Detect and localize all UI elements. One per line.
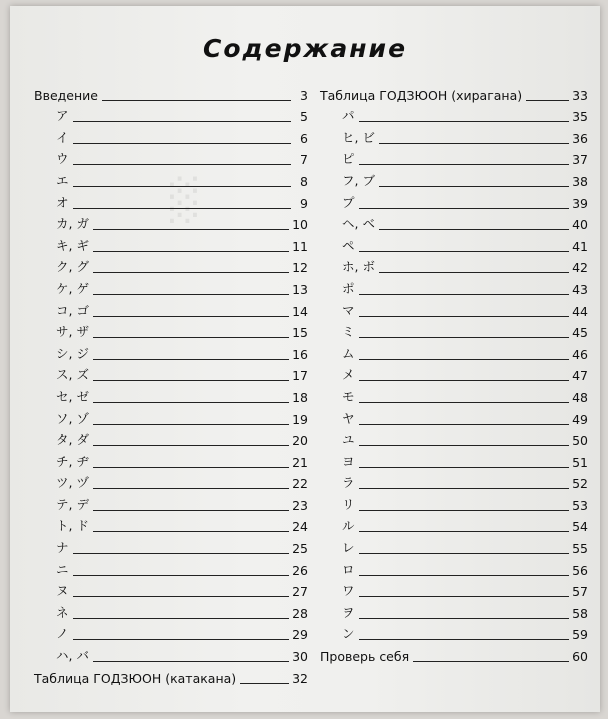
- toc-leader-line: [93, 380, 289, 381]
- toc-entry-label: Таблица ГОДЗЮОН (катакана): [34, 670, 237, 686]
- toc-entry-label: オ: [56, 194, 69, 210]
- toc-entry[interactable]: [320, 535, 588, 557]
- toc-leader-line: [73, 618, 290, 619]
- toc-entry-page-number: 20: [292, 433, 308, 449]
- toc-leader-line: [359, 531, 570, 532]
- toc-leader-line: [240, 683, 289, 684]
- toc-entry[interactable]: [320, 82, 588, 104]
- toc-leader-line: [359, 575, 570, 576]
- toc-entry-label: サ, ザ: [56, 324, 89, 340]
- toc-leader-line: [93, 445, 289, 446]
- toc-leader-line: [73, 121, 291, 122]
- toc-entry-page-number: 33: [572, 87, 588, 103]
- toc-entry-page-number: 38: [572, 173, 588, 189]
- toc-entry[interactable]: [34, 579, 308, 601]
- toc-leader-line: [73, 639, 290, 640]
- toc-leader-line: [73, 553, 290, 554]
- toc-leader-line: [359, 639, 570, 640]
- toc-leader-line: [379, 272, 569, 273]
- toc-entry[interactable]: [320, 190, 588, 212]
- toc-entry[interactable]: [34, 233, 308, 255]
- toc-entry-label: ケ, ゲ: [56, 280, 89, 296]
- toc-entry-page-number: 40: [572, 217, 588, 233]
- toc-entry-page-number: 36: [572, 130, 588, 146]
- toc-leader-line: [359, 553, 570, 554]
- toc-leader-line: [73, 596, 290, 597]
- toc-entry-label: ユ: [342, 432, 355, 448]
- toc-entry-page-number: 41: [572, 238, 588, 254]
- toc-entry-label: イ: [56, 129, 69, 145]
- toc-entry-label: ペ: [342, 237, 355, 253]
- toc-leader-line: [359, 164, 570, 165]
- toc-leader-line: [359, 359, 570, 360]
- toc-leader-line: [359, 488, 570, 489]
- toc-entry-label: ク, グ: [56, 259, 89, 275]
- toc-entry-label: ラ: [342, 475, 355, 491]
- toc-entry[interactable]: [320, 428, 588, 450]
- toc-entry[interactable]: [320, 233, 588, 255]
- toc-entry-label: ヒ, ビ: [342, 129, 375, 145]
- toc-entry-page-number: 14: [292, 303, 308, 319]
- toc-leader-line: [93, 402, 289, 403]
- book-page: [10, 6, 600, 712]
- toc-leader-line: [359, 510, 570, 511]
- toc-leader-line: [93, 467, 289, 468]
- toc-leader-line: [359, 424, 570, 425]
- toc-entry-page-number: 8: [300, 173, 308, 189]
- toc-entry-label: ネ: [56, 604, 69, 620]
- toc-entry-label: ホ, ボ: [342, 259, 375, 275]
- toc-entry[interactable]: [320, 492, 588, 514]
- toc-leader-line: [359, 445, 570, 446]
- toc-leader-line: [359, 618, 570, 619]
- toc-entry[interactable]: [320, 276, 588, 298]
- toc-entry[interactable]: [34, 471, 308, 493]
- toc-entry[interactable]: [34, 665, 308, 687]
- toc-entry[interactable]: [34, 492, 308, 514]
- toc-entry[interactable]: [34, 168, 308, 190]
- toc-entry[interactable]: [320, 643, 588, 665]
- toc-leader-line: [359, 208, 570, 209]
- toc-entry-page-number: 43: [572, 281, 588, 297]
- toc-entry[interactable]: [34, 384, 308, 406]
- toc-entry-label: ヨ: [342, 453, 355, 469]
- toc-entry-label: ナ: [56, 540, 69, 556]
- toc-entry-page-number: 22: [292, 476, 308, 492]
- toc-entry-page-number: 13: [292, 281, 308, 297]
- toc-entry[interactable]: [34, 255, 308, 277]
- toc-entry[interactable]: [320, 622, 588, 644]
- toc-leader-line: [93, 661, 289, 662]
- toc-entry-page-number: 11: [292, 238, 308, 254]
- toc-entry[interactable]: [34, 622, 308, 644]
- toc-entry[interactable]: [320, 147, 588, 169]
- toc-entry[interactable]: [320, 168, 588, 190]
- toc-leader-line: [93, 337, 289, 338]
- toc-entry-page-number: 60: [572, 649, 588, 665]
- toc-entry[interactable]: [34, 557, 308, 579]
- toc-leader-line: [359, 596, 570, 597]
- toc-leader-line: [93, 488, 289, 489]
- toc-entry-label: ソ, ゾ: [56, 410, 89, 426]
- toc-entry-label: エ: [56, 172, 69, 188]
- toc-entry[interactable]: [320, 125, 588, 147]
- toc-entry-page-number: 6: [300, 130, 308, 146]
- toc-leader-line: [93, 316, 289, 317]
- toc-entry-label: ウ: [56, 151, 69, 167]
- toc-entry[interactable]: [320, 471, 588, 493]
- toc-entry-label: ワ: [342, 583, 355, 599]
- toc-entry-page-number: 15: [292, 325, 308, 341]
- toc-entry[interactable]: [320, 600, 588, 622]
- toc-entry-page-number: 52: [572, 476, 588, 492]
- toc-entry-label: ミ: [342, 324, 355, 340]
- toc-entry-label: チ, ヂ: [56, 453, 89, 469]
- toc-entry-page-number: 18: [292, 389, 308, 405]
- toc-entry-label: パ: [342, 108, 355, 124]
- toc-entry-label: ポ: [342, 280, 355, 296]
- toc-entry-label: コ, ゴ: [56, 302, 89, 318]
- toc-entry-page-number: 23: [292, 497, 308, 513]
- toc-column-left: [34, 82, 308, 687]
- toc-entry-page-number: 21: [292, 454, 308, 470]
- toc-entry[interactable]: [320, 384, 588, 406]
- toc-entry-page-number: 24: [292, 519, 308, 535]
- toc-entry-label: Таблица ГОДЗЮОН (хирагана): [320, 87, 523, 103]
- toc-entry[interactable]: [320, 255, 588, 277]
- toc-entry-page-number: 37: [572, 152, 588, 168]
- toc-entry[interactable]: [34, 341, 308, 363]
- toc-entry-page-number: 49: [572, 411, 588, 427]
- toc-entry[interactable]: [320, 557, 588, 579]
- toc-column-right: [320, 82, 588, 665]
- toc-leader-line: [359, 251, 570, 252]
- toc-leader-line: [526, 100, 569, 101]
- toc-entry[interactable]: [34, 190, 308, 212]
- toc-entry-label: Проверь себя: [320, 649, 410, 665]
- toc-entry-label: ロ: [342, 561, 355, 577]
- toc-entry-page-number: 46: [572, 346, 588, 362]
- toc-entry[interactable]: [34, 514, 308, 536]
- toc-entry[interactable]: [34, 600, 308, 622]
- toc-entry-label: プ: [342, 194, 355, 210]
- toc-entry-label: ヘ, ベ: [342, 216, 375, 232]
- toc-leader-line: [413, 661, 569, 662]
- toc-leader-line: [93, 251, 289, 252]
- toc-entry-page-number: 30: [292, 649, 308, 665]
- toc-entry[interactable]: [320, 320, 588, 342]
- toc-entry-page-number: 51: [572, 454, 588, 470]
- toc-entry-page-number: 45: [572, 325, 588, 341]
- toc-leader-line: [359, 294, 570, 295]
- toc-entry-page-number: 28: [292, 605, 308, 621]
- toc-leader-line: [93, 359, 289, 360]
- toc-entry-page-number: 12: [292, 260, 308, 276]
- toc-entry[interactable]: [320, 298, 588, 320]
- toc-entry-page-number: 26: [292, 562, 308, 578]
- toc-entry-page-number: 42: [572, 260, 588, 276]
- toc-entry-page-number: 17: [292, 368, 308, 384]
- toc-entry-page-number: 57: [572, 584, 588, 600]
- toc-leader-line: [73, 208, 291, 209]
- toc-entry[interactable]: [320, 212, 588, 234]
- toc-entry-label: キ, ギ: [56, 237, 89, 253]
- toc-leader-line: [93, 229, 289, 230]
- toc-entry[interactable]: [320, 363, 588, 385]
- toc-leader-line: [359, 380, 570, 381]
- toc-entry-label: メ: [342, 367, 355, 383]
- toc-entry-page-number: 35: [572, 109, 588, 125]
- toc-entry-page-number: 50: [572, 433, 588, 449]
- toc-entry[interactable]: [320, 514, 588, 536]
- toc-entry[interactable]: [320, 406, 588, 428]
- toc-entry[interactable]: [34, 428, 308, 450]
- toc-entry-label: フ, ブ: [342, 172, 375, 188]
- toc-entry-label: リ: [342, 496, 355, 512]
- toc-entry-page-number: 29: [292, 627, 308, 643]
- toc-entry-page-number: 9: [300, 195, 308, 211]
- toc-entry-page-number: 5: [300, 109, 308, 125]
- toc-entry[interactable]: [34, 406, 308, 428]
- toc-leader-line: [359, 337, 570, 338]
- toc-leader-line: [93, 294, 289, 295]
- toc-leader-line: [379, 229, 569, 230]
- toc-entry[interactable]: [320, 341, 588, 363]
- toc-entry-label: マ: [342, 302, 355, 318]
- toc-leader-line: [379, 143, 569, 144]
- toc-leader-line: [73, 164, 291, 165]
- toc-leader-line: [73, 186, 291, 187]
- toc-entry-page-number: 53: [572, 497, 588, 513]
- toc-entry-page-number: 58: [572, 605, 588, 621]
- toc-entry[interactable]: [34, 449, 308, 471]
- toc-entry-label: ヲ: [342, 604, 355, 620]
- toc-entry[interactable]: [34, 212, 308, 234]
- toc-entry-label: ノ: [56, 626, 69, 642]
- toc-entry-page-number: 10: [292, 217, 308, 233]
- toc-entry-page-number: 16: [292, 346, 308, 362]
- toc-entry-label: セ, ゼ: [56, 388, 89, 404]
- toc-entry[interactable]: [34, 643, 308, 665]
- toc-entry-page-number: 19: [292, 411, 308, 427]
- toc-leader-line: [359, 316, 570, 317]
- toc-entry-page-number: 54: [572, 519, 588, 535]
- toc-entry[interactable]: [34, 363, 308, 385]
- toc-leader-line: [73, 143, 291, 144]
- toc-leader-line: [359, 402, 570, 403]
- toc-entry-label: ス, ズ: [56, 367, 89, 383]
- toc-entry[interactable]: [34, 147, 308, 169]
- toc-leader-line: [93, 510, 289, 511]
- toc-entry-label: シ, ジ: [56, 345, 89, 361]
- toc-leader-line: [102, 100, 291, 101]
- toc-entry-label: ル: [342, 518, 355, 534]
- toc-entry-page-number: 39: [572, 195, 588, 211]
- toc-entry[interactable]: [34, 104, 308, 126]
- toc-leader-line: [379, 186, 569, 187]
- toc-leader-line: [93, 531, 289, 532]
- toc-entry-label: ア: [56, 108, 69, 124]
- toc-entry-page-number: 47: [572, 368, 588, 384]
- page-title: Содержание: [202, 34, 408, 63]
- toc-entry-page-number: 25: [292, 541, 308, 557]
- toc-entry[interactable]: [320, 579, 588, 601]
- toc-entry-label: モ: [342, 388, 355, 404]
- toc-leader-line: [73, 575, 290, 576]
- toc-leader-line: [359, 121, 570, 122]
- toc-entry-page-number: 32: [292, 670, 308, 686]
- toc-entry-label: レ: [342, 540, 355, 556]
- toc-entry-label: ヌ: [56, 583, 69, 599]
- toc-entry[interactable]: [34, 320, 308, 342]
- toc-entry-page-number: 59: [572, 627, 588, 643]
- toc-entry[interactable]: [34, 535, 308, 557]
- toc-entry-page-number: 48: [572, 389, 588, 405]
- toc-entry[interactable]: [320, 104, 588, 126]
- toc-entry-label: カ, ガ: [56, 216, 89, 232]
- show-through-text: ░: [170, 176, 201, 222]
- toc-entry-page-number: 55: [572, 541, 588, 557]
- toc-entry-page-number: 7: [300, 152, 308, 168]
- toc-entry-label: ム: [342, 345, 355, 361]
- toc-entry-page-number: 3: [300, 87, 308, 103]
- toc-entry-label: ト, ド: [56, 518, 89, 534]
- toc-entry-label: ヤ: [342, 410, 355, 426]
- toc-entry-label: Введение: [34, 87, 98, 103]
- toc-entry[interactable]: [320, 449, 588, 471]
- toc-entry-label: ハ, バ: [56, 648, 89, 664]
- toc-entry-page-number: 44: [572, 303, 588, 319]
- toc-entry[interactable]: [34, 82, 308, 104]
- toc-entry-page-number: 27: [292, 584, 308, 600]
- toc-entry-label: ツ, ヅ: [56, 475, 89, 491]
- toc-entry-page-number: 56: [572, 562, 588, 578]
- toc-entry-label: ン: [342, 626, 355, 642]
- toc-entry[interactable]: [34, 276, 308, 298]
- toc-entry-label: タ, ダ: [56, 432, 89, 448]
- toc-entry-label: テ, デ: [56, 496, 89, 512]
- toc-entry[interactable]: [34, 298, 308, 320]
- toc-entry-label: ニ: [56, 561, 69, 577]
- toc-leader-line: [93, 272, 289, 273]
- toc-leader-line: [93, 424, 289, 425]
- toc-entry-label: ピ: [342, 151, 355, 167]
- toc-entry[interactable]: [34, 125, 308, 147]
- toc-leader-line: [359, 467, 570, 468]
